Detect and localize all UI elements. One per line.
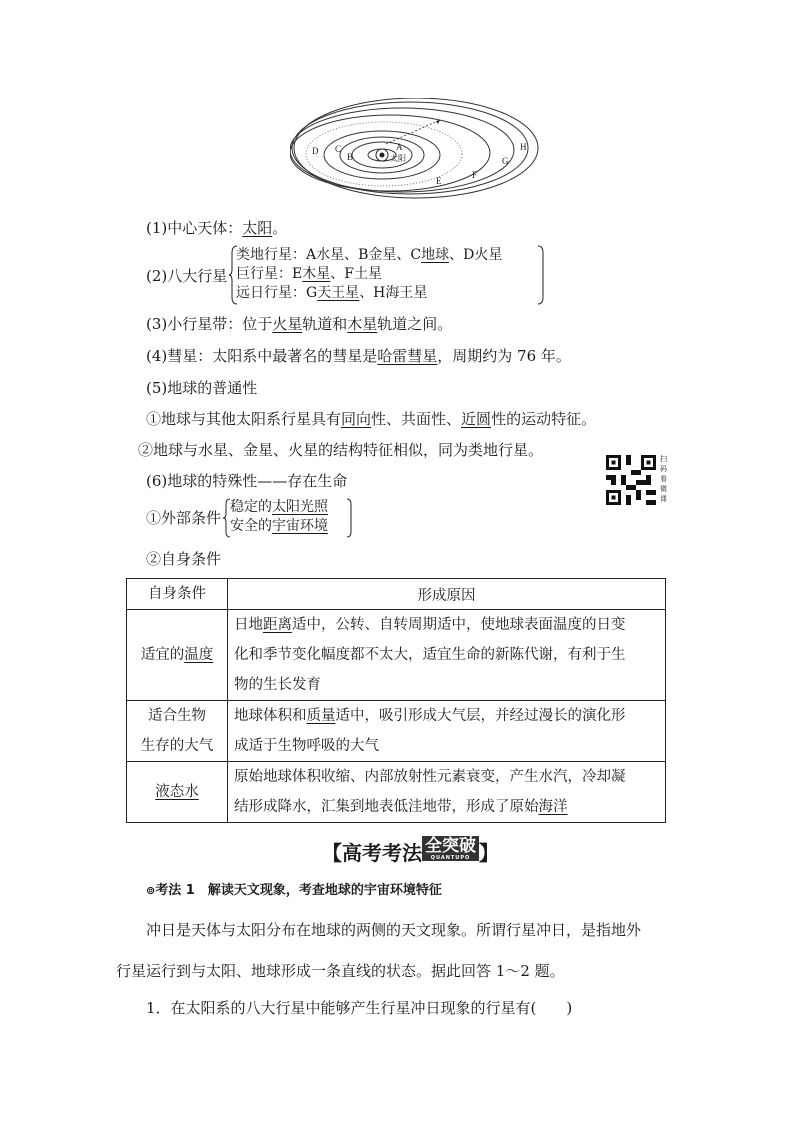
table-row xyxy=(127,610,666,701)
label-b: B xyxy=(347,152,354,162)
passage-line-1: 冲日是天体与太阳分布在地球的两侧的天文现象。所谓行星冲日，是指地外 xyxy=(146,921,642,939)
qr-caption: 扫码看微课 xyxy=(660,455,667,503)
reason-0-0-rest: 适中，公转、自转周期适中，使地球表面温度的日变 xyxy=(292,617,626,633)
table-header xyxy=(127,579,666,610)
label-d: D xyxy=(312,146,319,156)
item-comet: (4)彗星：太阳系中最著名的彗星是哈雷彗星，周期约为 76 年。 xyxy=(146,347,571,365)
conditions-table xyxy=(126,578,666,823)
item-asteroid: (3)小行星带：位于火星轨道和木星轨道之间。 xyxy=(146,315,453,333)
external-1: 稳定的太阳光照 xyxy=(230,499,328,515)
giant-planets: 巨行星：E木星、F土星 xyxy=(236,266,382,282)
header-reason: 形成原因 xyxy=(228,579,666,610)
label-h: H xyxy=(520,142,527,152)
label-c: C xyxy=(335,144,342,154)
section-banner: 【高考考法 全突破 QUANTUPO 】 xyxy=(322,836,499,865)
common-title: (5)地球的普通性 xyxy=(146,379,258,397)
label-e: E xyxy=(436,176,442,186)
cell-condition: 液态水 xyxy=(127,762,228,823)
internal-label: ②自身条件 xyxy=(146,550,222,568)
orbit-e xyxy=(290,115,490,191)
answer-sun: 太阳 xyxy=(242,219,273,237)
table-row xyxy=(127,701,666,762)
label-g: G xyxy=(502,156,509,166)
cell-condition: 适宜的温度 xyxy=(127,610,228,701)
label-f: F xyxy=(472,170,478,180)
cell-condition: 适合生物 生存的大气 xyxy=(127,701,228,762)
header-condition: 自身条件 xyxy=(127,579,228,610)
external-2: 安全的宇宙环境 xyxy=(230,518,328,534)
table-row xyxy=(127,762,666,823)
sun-label: 太阳 xyxy=(390,154,406,163)
cell-reason: 地球体积和质量适中，吸引形成大气层，并经过漫长的演化形 成适于生物呼吸的大气 xyxy=(228,701,666,762)
common-p2: ②地球与水星、金星、火星的结构特征相似，同为类地行星。 xyxy=(138,441,544,459)
external-label: ①外部条件 xyxy=(146,509,222,527)
qr-code-icon[interactable] xyxy=(606,455,656,505)
question-1: 1．在太阳系的八大行星中能够产生行星冲日现象的行星有( ) xyxy=(146,999,573,1017)
target-icon: ⊚ xyxy=(146,884,156,897)
common-p1: ①地球与其他太阳系行星具有同向性、共面性、近圆性的运动特征。 xyxy=(146,410,597,428)
cell-reason: 日地距离适中，公转、自转周期适中，使地球表面温度的日变 化和季节变化幅度都不太大，适宜生命的新陈代谢，有利于生 物的生长发育 xyxy=(228,610,666,701)
special-title: (6)地球的特殊性——存在生命 xyxy=(146,472,348,490)
right-bracket xyxy=(536,245,546,305)
far-planets: 远日行星：G天王星、H海王星 xyxy=(236,285,428,301)
terrestrial-planets: 类地行星：A水星、B金星、C地球、D火星 xyxy=(236,247,503,263)
method-heading: ⊚考法 1 解读天文现象，考查地球的宇宙环境特征 xyxy=(146,883,442,898)
label-a: A xyxy=(396,142,403,152)
banner-badge: 全突破 QUANTUPO xyxy=(422,836,479,861)
passage-line-2: 行星运行到与太阳、地球形成一条直线的状态。据此回答 1～2 题。 xyxy=(116,962,565,980)
planets-label: (2)八大行星 xyxy=(146,267,228,285)
item-center: (1)中心天体：太阳。 xyxy=(146,219,288,237)
solar-system-diagram xyxy=(290,98,540,210)
cell-reason: 原始地球体积收缩、内部放射性元素衰变，产生水汽，冷却凝 结形成降水，汇集到地表低洼地带，形成了原始海洋 xyxy=(228,762,666,823)
external-bracket xyxy=(346,498,354,538)
